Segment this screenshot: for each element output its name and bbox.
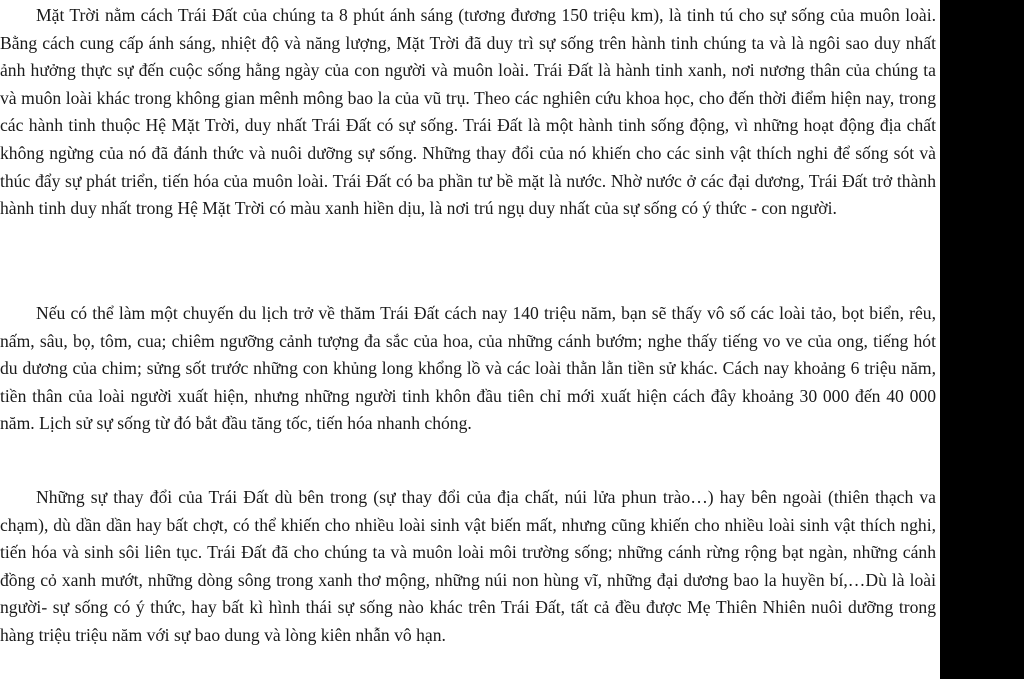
paragraph-sun-and-earth: Mặt Trời nằm cách Trái Đất của chúng ta 8 phút ánh sáng (tương đương 150 triệu km), là tinh tú cho sự sống của muôn loài. Bằng cách cung cấp ánh sáng, nhiệt độ và năng lượng, Mặt Trời đã duy trì sự sống trên hành tinh chúng ta và là ngôi sao duy nhất ảnh hưởng thực sự đến cuộc sống hằng ngày của con người và muôn loài. Trái Đất là hành tinh xanh, nơi nương thân của chúng ta và muôn loài khác trong không gian mênh mông bao la của vũ trụ. Theo các nghiên cứu khoa học, cho đến thời điểm hiện nay, trong các hành tinh thuộc Hệ Mặt Trời, duy nhất Trái Đất có sự sống. Trái Đất là một hành tinh sống động, vì những hoạt động địa chất không ngừng của nó đã đánh thức và nuôi dưỡng sự sống. Những thay đổi của nó khiến cho các sinh vật thích nghi để sống sót và thúc đẩy sự phát triển, tiến hóa của muôn loài. Trái Đất có ba phần tư bề mặt là nước. Nhờ nước ở các đại dương, Trái Đất trở thành hành tinh duy nhất trong Hệ Mặt Trời có màu xanh hiền dịu, là nơi trú ngụ duy nhất của sự sống có ý thức - con người. bbox=[0, 5, 936, 219]
right-edge-black-bar bbox=[940, 0, 1024, 679]
paragraph-history-of-life: Nếu có thể làm một chuyến du lịch trở về thăm Trái Đất cách nay 140 triệu năm, bạn sẽ thấy vô số các loài tảo, bọt biển, rêu, nấm, sâu, bọ, tôm, cua; chiêm ngưỡng cảnh tượng đa sắc của hoa, của những cánh bướm; nghe thấy tiếng vo ve của ong, tiếng hót du dương của chim; sửng sốt trước những con khủng long khổng lồ và các loài thằn lằn tiền sử khác. Cách nay khoảng 6 triệu năm, tiền thân của loài người xuất hiện, nhưng những người tinh khôn đầu tiên chỉ mới xuất hiện cách đây khoảng 30 000 đến 40 000 năm. Lịch sử sự sống từ đó bắt đầu tăng tốc, tiến hóa nhanh chóng. bbox=[0, 303, 936, 434]
paragraph-earth-changes: Những sự thay đổi của Trái Đất dù bên trong (sự thay đổi của địa chất, núi lửa phun trào…) hay bên ngoài (thiên thạch va chạm), dù dần dần hay bất chợt, có thể khiến cho nhiều loài sinh vật biến mất, nhưng cũng khiến cho nhiều loài sinh vật thích nghi, tiến hóa và sinh sôi liên tục. Trái Đất đã cho chúng ta và muôn loài môi trường sống; những cánh rừng rộng bạt ngàn, những cánh đồng cỏ xanh mướt, những dòng sông trong xanh thơ mộng, những núi non hùng vĩ, những đại dương bao la huyền bí,…Dù là loài người- sự sống có ý thức, hay bất kì hình thái sự sống nào khác trên Trái Đất, tất cả đều được Mẹ Thiên Nhiên nuôi dưỡng trong hàng triệu triệu năm với sự bao dung và lòng kiên nhẫn vô hạn. bbox=[0, 487, 936, 645]
